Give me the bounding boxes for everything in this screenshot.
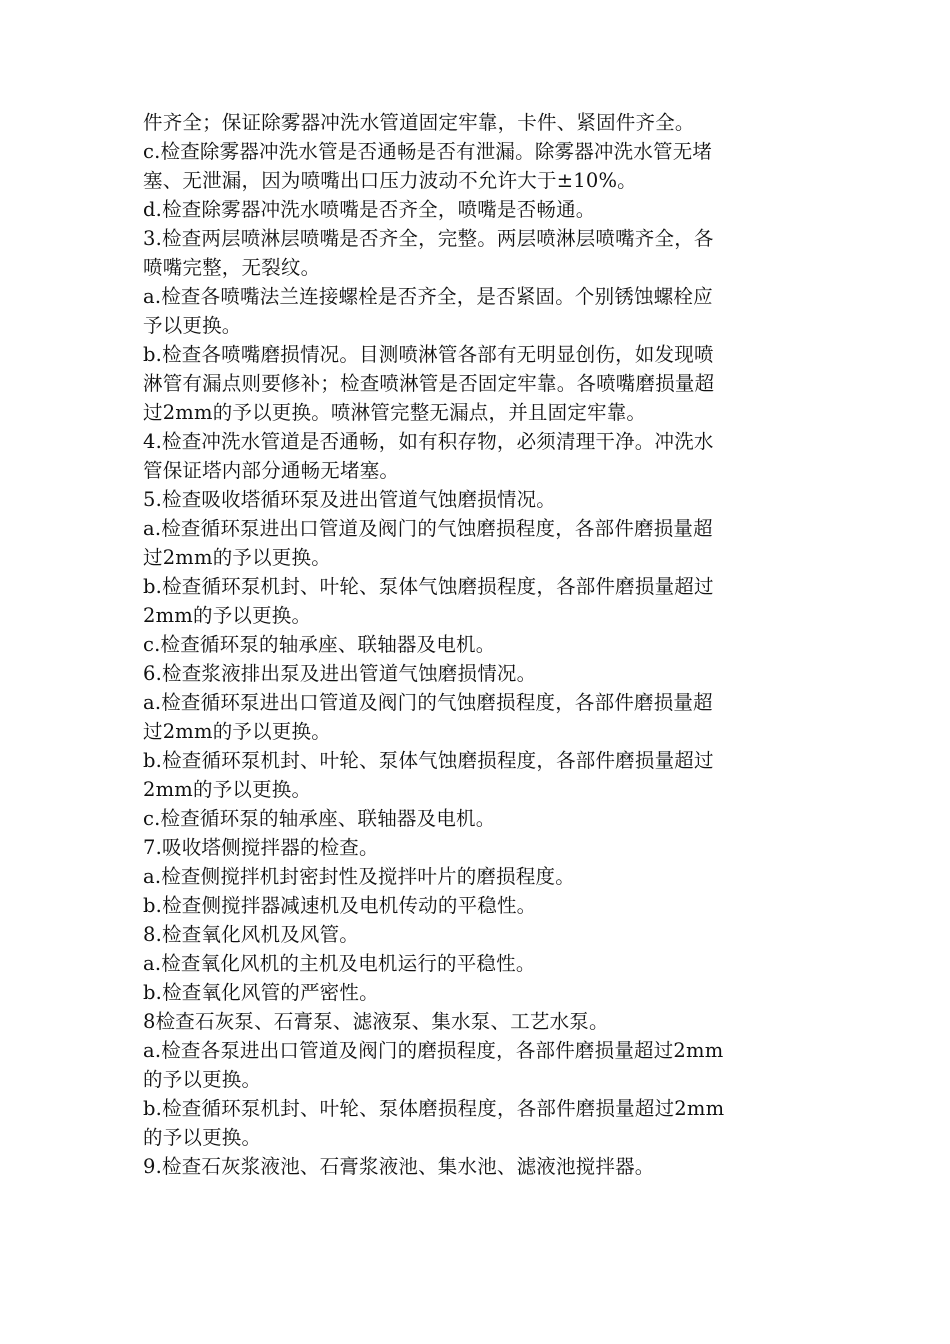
text-line: a.检查循环泵进出口管道及阀门的气蚀磨损程度，各部件磨损量超 (143, 517, 713, 540)
text-line: b.检查循环泵机封、叶轮、泵体气蚀磨损程度，各部件磨损量超过 (143, 575, 714, 598)
text-line: 塞、无泄漏，因为喷嘴出口压力波动不允许大于±10%。 (143, 169, 637, 192)
text-line: 8.检查氧化风机及风管。 (143, 923, 360, 946)
text-line: b.检查氧化风管的严密性。 (143, 981, 379, 1004)
text-line: a.检查各泵进出口管道及阀门的磨损程度，各部件磨损量超过2mm (143, 1039, 724, 1062)
text-line: 6.检查浆液排出泵及进出管道气蚀磨损情况。 (143, 662, 537, 685)
text-line: 过2mm的予以更换。 (143, 546, 331, 569)
text-line: 8检查石灰泵、石膏泵、滤液泵、集水泵、工艺水泵。 (143, 1010, 609, 1033)
text-line: 予以更换。 (143, 314, 242, 337)
text-line: d.检查除雾器冲洗水喷嘴是否齐全，喷嘴是否畅通。 (143, 198, 596, 221)
text-line: 4.检查冲洗水管道是否通畅，如有积存物，必须清理干净。冲洗水 (143, 430, 714, 453)
document-body (143, 108, 803, 1181)
text-line: b.检查循环泵机封、叶轮、泵体磨损程度，各部件磨损量超过2mm (143, 1097, 725, 1120)
text-line: a.检查各喷嘴法兰连接螺栓是否齐全，是否紧固。个别锈蚀螺栓应 (143, 285, 713, 308)
text-line: 管保证塔内部分通畅无堵塞。 (143, 459, 400, 482)
text-line: 喷嘴完整，无裂纹。 (143, 256, 321, 279)
text-line: 9.检查石灰浆液池、石膏浆液池、集水池、滤液池搅拌器。 (143, 1155, 655, 1178)
text-line: 5.检查吸收塔循环泵及进出管道气蚀磨损情况。 (143, 488, 557, 511)
text-line: 2mm的予以更换。 (143, 778, 312, 801)
text-line: 的予以更换。 (143, 1068, 262, 1091)
text-line: 过2mm的予以更换。 (143, 720, 331, 743)
text-line: 的予以更换。 (143, 1126, 262, 1149)
text-line: b.检查各喷嘴磨损情况。目测喷淋管各部有无明显创伤，如发现喷 (143, 343, 714, 366)
text-line: a.检查循环泵进出口管道及阀门的气蚀磨损程度，各部件磨损量超 (143, 691, 713, 714)
text-line: 件齐全；保证除雾器冲洗水管道固定牢靠，卡件、紧固件齐全。 (143, 111, 695, 134)
text-line: 7.吸收塔侧搅拌器的检查。 (143, 836, 379, 859)
text-line: 淋管有漏点则要修补；检查喷淋管是否固定牢靠。各喷嘴磨损量超 (143, 372, 715, 395)
text-line: a.检查侧搅拌机封密封性及搅拌叶片的磨损程度。 (143, 865, 575, 888)
text-line: c.检查循环泵的轴承座、联轴器及电机。 (143, 633, 496, 656)
text-line: c.检查循环泵的轴承座、联轴器及电机。 (143, 807, 496, 830)
text-line: b.检查循环泵机封、叶轮、泵体气蚀磨损程度，各部件磨损量超过 (143, 749, 714, 772)
text-line: 过2mm的予以更换。喷淋管完整无漏点，并且固定牢靠。 (143, 401, 647, 424)
text-line: a.检查氧化风机的主机及电机运行的平稳性。 (143, 952, 536, 975)
text-line: 3.检查两层喷淋层喷嘴是否齐全，完整。两层喷淋层喷嘴齐全，各 (143, 227, 714, 250)
text-line: c.检查除雾器冲洗水管是否通畅是否有泄漏。除雾器冲洗水管无堵 (143, 140, 713, 163)
text-line: b.检查侧搅拌器减速机及电机传动的平稳性。 (143, 894, 537, 917)
text-line: 2mm的予以更换。 (143, 604, 312, 627)
